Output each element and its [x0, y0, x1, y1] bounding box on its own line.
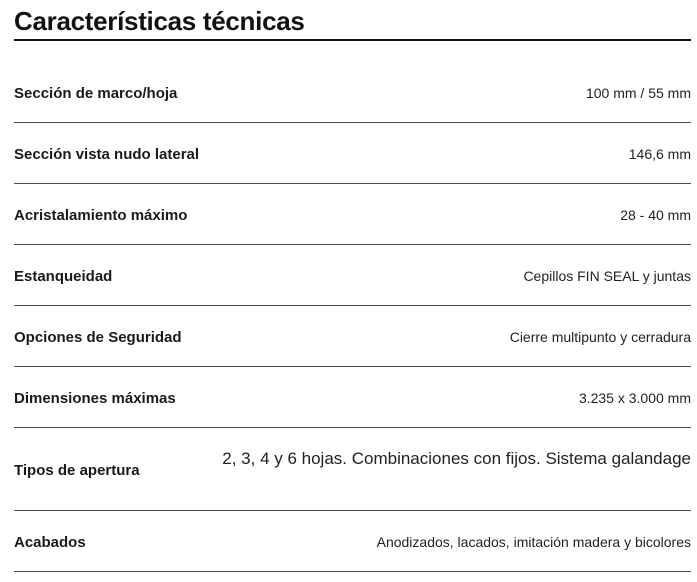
spec-value: 146,6 mm — [628, 146, 691, 162]
page-title: Características técnicas — [14, 6, 305, 36]
spec-row-side-section — [14, 123, 691, 184]
spec-label: Opciones de Seguridad — [14, 328, 182, 346]
title-divider — [14, 39, 691, 41]
spec-label: Estanqueidad — [14, 267, 113, 285]
spec-row-glazing — [14, 184, 691, 245]
spec-label: Acristalamiento máximo — [14, 206, 188, 224]
spec-value: Anodizados, lacados, imitación madera y bicolores — [376, 534, 691, 550]
spec-label: Tipos de apertura — [14, 461, 140, 479]
specs-section — [14, 0, 691, 551]
spec-value: 2, 3, 4 y 6 hojas. Combinaciones con fijos. Sistema galandage — [222, 449, 691, 468]
spec-value: 3.235 x 3.000 mm — [578, 390, 691, 406]
spec-row-frame-section — [14, 62, 691, 123]
spec-label: Sección vista nudo lateral — [14, 145, 200, 163]
spec-row-security — [14, 306, 691, 367]
spec-label: Dimensiones máximas — [14, 389, 176, 407]
spec-label: Acabados — [14, 533, 86, 551]
spec-value: 28 - 40 mm — [620, 207, 691, 223]
spec-row-opening-types — [14, 428, 691, 511]
spec-value: Cepillos FIN SEAL y juntas — [523, 268, 691, 284]
spec-row-finishes — [14, 511, 691, 572]
spec-row-max-dimensions — [14, 367, 691, 428]
spec-label: Sección de marco/hoja — [14, 84, 178, 102]
spec-table — [14, 62, 691, 572]
spec-value: Cierre multipunto y cerradura — [509, 329, 691, 345]
spec-row-sealing — [14, 245, 691, 306]
spec-value: 100 mm / 55 mm — [585, 85, 691, 101]
